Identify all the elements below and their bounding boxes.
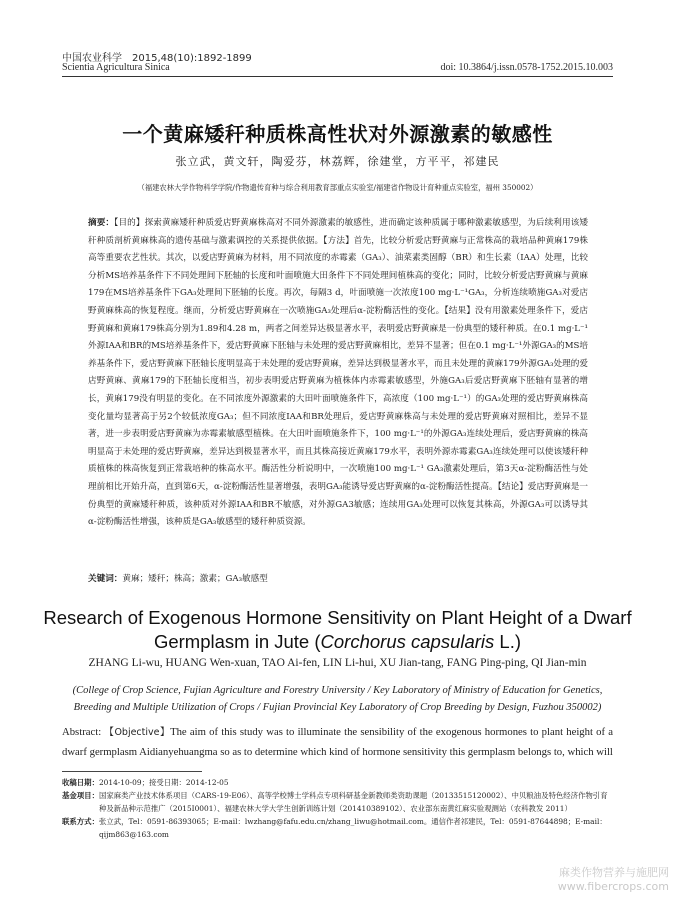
journal-name-en: Scientia Agricultura Sinica	[62, 62, 170, 73]
paper-title-en-main: Research of Exogenous Hormone Sensitivity on Plant Height of a Dwarf Germplasm in Jute (	[43, 607, 632, 652]
footnote-rule	[62, 771, 202, 772]
footnote-text: 张立武，Tel：0591-86393065；E-mail：lwzhang@fafu.edu.cn/zhang_liwu@hotmail.com。通信作者祁建民，Tel：0591-87644898；E-mail：qijm863@163.com	[98, 817, 607, 839]
affiliation-cn: （福建农林大学作物科学学院/作物遗传育种与综合利用教育部重点实验室/福建省作物设计育种重点实验室，福州 350002）	[137, 183, 538, 192]
watermark-line2: www.fibercrops.com	[557, 880, 669, 893]
doi: doi: 10.3864/j.issn.0578-1752.2015.10.003	[440, 62, 613, 73]
authors-cn: 张立武，黄文轩，陶爱芬，林荔辉，徐建堂，方平平，祁建民	[175, 155, 500, 168]
abstract-cn-label: 摘要：	[88, 218, 115, 228]
keywords-cn	[88, 572, 588, 584]
journal-citation-cn: 中国农业科学 2015,48(10):1892-1899	[62, 53, 252, 64]
footnote-funding	[62, 789, 613, 815]
paper-title-en	[40, 606, 635, 654]
footnote-label: 基金项目：	[62, 791, 99, 800]
paper-title-cn: 一个黄麻矮秆种质株高性状对外源激素的敏感性	[122, 122, 553, 146]
abstract-cn-text: 【目的】探索黄麻矮秆种质爱店野黄麻株高对不同外源激素的敏感性，进而确定该种质属于哪种激素敏感型，为后续利用该矮秆种质剖析黄麻株高的遗传基础与激素调控的关系提供依据。【方法】首先，比较分析爱店野黄麻与正常株高的栽培品种黄麻179株高等重要农艺性状。其次，以爱店野黄麻为材料，用不同浓度的赤霉素（GA₃）、油菜素类固醇（BR）和生长素（IAA）处理，比较分析MS培养基条件下不同处理间下胚轴的长度和叶面喷施大田条件下不同处理间植株高的变化；同时，比较分析爱店野黄麻与黄麻179在MS培养基条件下GA₃处理间下胚轴的长度。再次，每隔3 d，叶面喷施一次浓度100 mg·L⁻¹GA₃，分析连续喷施GA₃对爱店野黄麻株高的恢复程度。继而，分析爱店野黄麻在一次喷施GA₃处理后α-淀粉酶活性的变化。【结果】没有用激素处理条件下，爱店野黄麻和黄麻179株高分别为1.89和4.28 m，两者之间差异达极显著水平，表明爱店野黄麻是一份典型的矮秆种质。在0.1 mg·L⁻¹外源IAA和BR的MS培养基条件下，爱店野黄麻下胚轴与未处理的爱店野黄麻相比，差异不显著；但在0.1 mg·L⁻¹外源GA₃的MS培养基条件下，爱店野黄麻下胚轴长度明显高于未处理的爱店野黄麻，差异达到极显著水平，而且未处理的黄麻179外源GA₃处理的爱店野黄麻、黄麻179的下胚轴长度相当，初步表明爱店野黄麻为植株体内赤霉素敏感型，外施GA₃后爱店野黄麻下胚轴有显著的增长，黄麻179没有明显的变化。在不同浓度外源激素的大田叶面喷施条件下，高浓度（100 mg·L⁻¹）的GA₃处理的爱店野黄麻株高变化量均显著高于另2个较低浓度GA₃；但不同浓度IAA和BR处理后，爱店野黄麻株高与未处理的爱店野黄麻对照相比，差异不显著，进一步表明爱店野黄麻为赤霉素敏感型植株。在大田叶面喷施条件下，100 mg·L⁻¹的外源GA₃连续处理后，爱店野黄麻的株高明显高于未处理的爱店野黄麻，差异达到极显著水平，而且其株高接近黄麻179水平，表明外源赤霉素GA₃连续处理可以使该矮秆种质植株的株高恢复到正常栽培种的株高水平。酶活性分析说明中，一次喷施100 mg·L⁻¹ GA₃激素处理后，第3天α-淀粉酶活性与处理前相比开始升高，直到第6天，α-淀粉酶活性显著增强，表明GA₃能诱导爱店野黄麻的α-淀粉酶活性提高。【结论】爱店野黄麻是一份典型的黄麻矮秆种质，该种质对外源IAA和BR不敏感，对外源GA3敏感；连续用GA₃处理可以恢复其株高，外源GA₃可以诱导其α-淀粉酶活性增强，该种质是GA₃敏感型的矮秆种质资源。	[88, 218, 588, 528]
paper-title-en-end: L.)	[494, 631, 522, 652]
footnote-label: 收稿日期：	[62, 778, 99, 787]
abstract-en-label: Abstract:	[62, 726, 102, 738]
footnote-contact	[62, 815, 613, 841]
watermark-line1: 麻类作物营养与施肥网	[559, 866, 669, 879]
footnote-received	[62, 776, 613, 789]
header-rule	[62, 76, 613, 77]
species-name: Corchorus capsularis	[320, 631, 495, 652]
abstract-en	[62, 723, 613, 761]
footnotes	[62, 776, 613, 841]
footnote-label: 联系方式：	[62, 817, 99, 826]
abstract-cn	[88, 215, 588, 532]
keywords-cn-text: 黄麻；矮秆；株高；激素；GA₃敏感型	[122, 574, 268, 584]
keywords-cn-label: 关键词：	[88, 574, 123, 584]
abstract-en-text: The aim of this study was to illuminate the sensibility of the exogenous hormones to plant height of a dwarf germplasm Aidianyehuangma so as to determine which kind of hormone sensitivity this germplasm belongs to, which will	[62, 726, 614, 758]
watermark	[558, 866, 669, 894]
affiliation-en: (College of Crop Science, Fujian Agriculture and Forestry University / Key Laboratory of Ministry of Education for Genetics, Breeding and Multiple Utilization of Crops / Fujian Provincial Key Laboratory of Crop Breeding by Design, Fuzhou 350002)	[72, 685, 603, 713]
abstract-en-objective-label: 【Objective】	[104, 727, 171, 738]
footnote-text: 国家麻类产业技术体系项目（CARS-19-E06）、高等学校博士学科点专项科研基金新教师类资助课题（20133515120002）、中贝粮油及特色经济作物引育种及新品种示范推广（2015I0001）、福建农林大学大学生创新训练计划（201410389102）、农业部东南黄红麻实验观测站（农科教发 2011）	[98, 791, 608, 813]
authors-en: ZHANG Li-wu, HUANG Wen-xuan, TAO Ai-fen, LIN Li-hui, XU Jian-tang, FANG Ping-ping, QI Jian-min	[88, 657, 587, 669]
footnote-text: 2014-10-09；接受日期：2014-12-05	[98, 778, 229, 787]
